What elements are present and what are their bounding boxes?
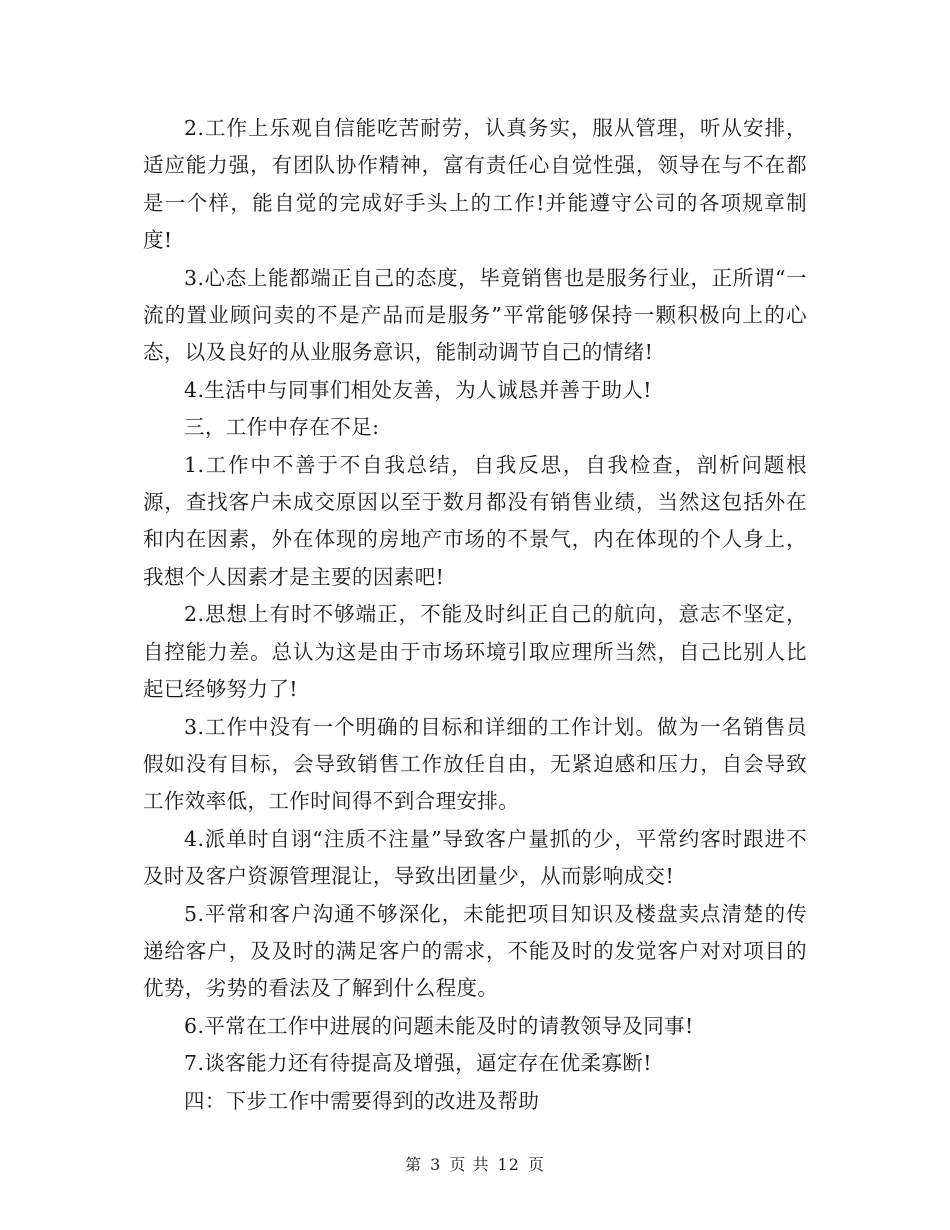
- document-body: [143, 110, 807, 1120]
- footer-middle: 页 共: [449, 1155, 490, 1174]
- page-number-total: 12: [497, 1155, 520, 1174]
- paragraph-shortcoming-3: 3.工作中没有一个明确的目标和详细的工作计划。做为一名销售员假如没有目标，会导致销售工作放任自由，无紧迫感和压力，自会导致工作效率低，工作时间得不到合理安排。: [143, 714, 807, 814]
- page-footer: [0, 1152, 950, 1175]
- paragraph-shortcoming-1: 1.工作中不善于不自我总结，自我反思，自我检查，剖析问题根源，查找客户未成交原因以至于数月都没有销售业绩，当然这包括外在和内在因素，外在体现的房地产市场的不景气，内在体现的个人身上，我想个人因素才是主要的因素吧!: [143, 452, 807, 589]
- paragraph-shortcoming-2: 2.思想上有时不够端正，不能及时纠正自己的航向，意志不坚定，自控能力差。总认为这是由于市场环境引取应理所当然，自己比别人比起已经够努力了!: [143, 602, 807, 702]
- footer-suffix: 页: [527, 1155, 545, 1174]
- section-heading-improvements: 四：下步工作中需要得到的改进及帮助: [184, 1088, 540, 1113]
- paragraph-attitude-colleagues: 4.生活中与同事们相处友善，为人诚恳并善于助人!: [184, 377, 652, 402]
- paragraph-shortcoming-5: 5.平常和客户沟通不够深化，未能把项目知识及楼盘卖点清楚的传递给客户，及及时的满足客户的需求，不能及时的发觉客户对对项目的优势，劣势的看法及了解到什么程度。: [143, 901, 807, 1001]
- paragraph-attitude-work: 2.工作上乐观自信能吃苦耐劳，认真务实，服从管理，听从安排，适应能力强，有团队协作精神，富有责任心自觉性强，领导在与不在都是一个样，能自觉的完成好手头上的工作!并能遵守公司的各项规章制度!: [143, 116, 807, 253]
- section-heading-shortcomings: 三，工作中存在不足:: [184, 415, 380, 440]
- footer-prefix: 第: [405, 1155, 423, 1174]
- paragraph-shortcoming-4: 4.派单时自诩“注质不注量”导致客户量抓的少，平常约客时跟进不及时及客户资源管理混让，导致出团量少，从而影响成交!: [143, 826, 807, 889]
- paragraph-shortcoming-6: 6.平常在工作中进展的问题未能及时的请教领导及同事!: [184, 1013, 694, 1038]
- paragraph-attitude-mindset: 3.心态上能都端正自己的态度，毕竟销售也是服务行业，正所谓“一流的置业顾问卖的不是产品而是服务”平常能够保持一颗积极向上的心态，以及良好的从业服务意识，能制动调节自己的情绪!: [143, 265, 807, 365]
- paragraph-shortcoming-7: 7.谈客能力还有待提高及增强，逼定存在优柔寡断!: [184, 1051, 652, 1076]
- page-number-current: 3: [430, 1155, 442, 1174]
